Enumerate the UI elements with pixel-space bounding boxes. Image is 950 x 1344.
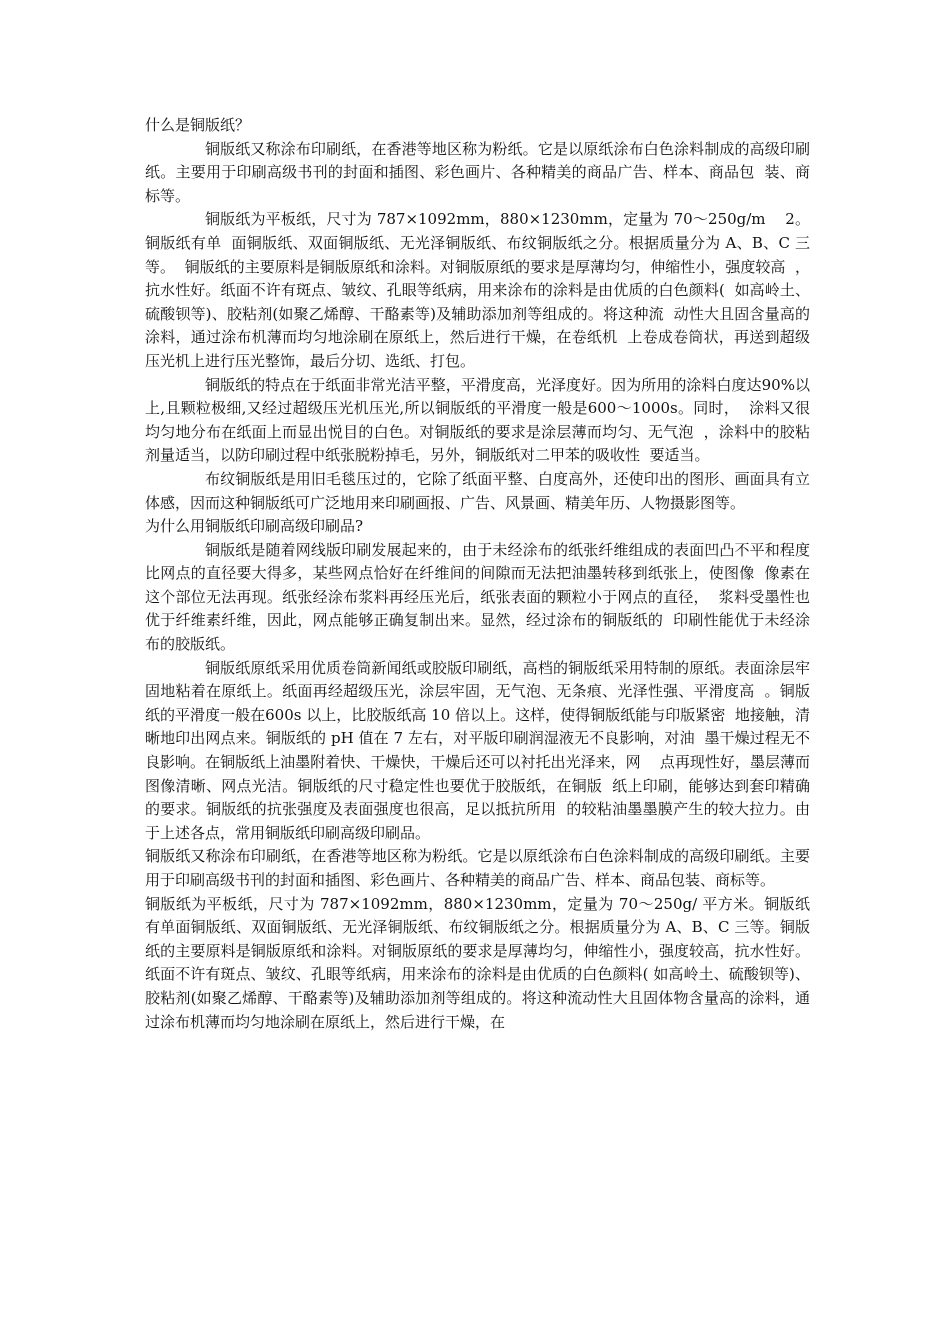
paragraph-specs-materials: 铜版纸为平板纸，尺寸为 787×1092mm，880×1230mm，定量为 70～250g/m 2。铜版纸有单 面铜版纸、双面铜版纸、无光泽铜版纸、布纹铜版纸之分。根据质量分为 A、B、C 三等。 铜版纸的主要原料是铜版原纸和涂料。对铜版原纸的要求是厚薄均匀，伸缩性小，强度较高 ，抗水性好。纸面不许有斑点、皱纹、孔眼等纸病，用来涂布的涂料是由优质的白色颜料( 如高岭土、硫酸钡等)、胶粘剂(如聚乙烯醇、干酪素等)及辅助添加剂等组成的。将这种流 动性大且固含量高的涂料，通过涂布机薄而均匀地涂刷在原纸上，然后进行干燥，在卷纸机 上卷成卷筒状，再送到超级压光机上进行压光整饰，最后分切、选纸、打包。 [145, 210, 810, 370]
section-heading-what-is: 什么是铜版纸？ [145, 116, 251, 134]
paragraph-definition: 铜版纸又称涂布印刷纸，在香港等地区称为粉纸。它是以原纸涂布白色涂料制成的高级印刷 纸。主要用于印刷高级书刊的封面和插图、彩色画片、各种精美的商品广告、样本、商品包 装、商标等。 [145, 139, 820, 205]
paragraph-base-paper-quality: 铜版纸原纸采用优质卷筒新闻纸或胶版印刷纸，高档的铜版纸采用特制的原纸。表面涂层牢 固地粘着在原纸上。纸面再经超级压光，涂层牢固，无气泡、无条痕、光泽性强、平滑度高 。铜版纸的平滑度一般在600s 以上，比胶版纸高 10 倍以上。这样，使得铜版纸能与印版紧密 地接触，清晰地印出网点来。铜版纸的 pH 值在 7 左右，对平版印刷润湿液无不良影响，对油 墨干燥过程无不良影响。在铜版纸上油墨附着快、干燥快，干燥后还可以衬托出光泽来，网 点再现性好，墨层薄而图像清晰、网点光洁。铜版纸的尺寸稳定性也要优于胶版纸，在铜版 纸上印刷，能够达到套印精确的要求。铜版纸的抗张强度及表面强度也很高，足以抵抗所用 的较粘油墨墨膜产生的较大拉力。由于上述各点，常用铜版纸印刷高级印刷品。 [145, 658, 820, 842]
section-heading-why-use: 为什么用铜版纸印刷高级印刷品? [145, 517, 364, 536]
paragraph-characteristics: 铜版纸的特点在于纸面非常光洁平整，平滑度高，光泽度好。因为所用的涂料白度达90%以 上,且颗粒极细,又经过超级压光机压光,所以铜版纸的平滑度一般是600～1000s。同时， 涂料又很均匀地分布在纸面上而显出悦目的白色。对铜版纸的要求是涂层薄而均匀、无气泡 ，涂料中的胶粘剂量适当，以防印刷过程中纸张脱粉掉毛，另外，铜版纸对二甲苯的吸收性 要适当。 [145, 375, 820, 465]
document-body [145, 114, 820, 1034]
paragraph-definition-repeat: 铜版纸又称涂布印刷纸，在香港等地区称为粉纸。它是以原纸涂布白色涂料制成的高级印刷纸。主要用于印刷高级书刊的封面和插图、彩色画片、各种精美的商品广告、样本、商品包装、商标等。 [145, 847, 810, 889]
paragraph-halftone-history: 铜版纸是随着网线版印刷发展起来的，由于未经涂布的纸张纤维组成的表面凹凸不平和程度 比网点的直径要大得多，某些网点恰好在纤维间的间隙而无法把油墨转移到纸张上，使图像 像素在这个部位无法再现。纸张经涂布浆料再经压光后，纸张表面的颗粒小于网点的直径， 浆料受墨性也优于纤维素纤维，因此，网点能够正确复制出来。显然，经过涂布的铜版纸的 印刷性能优于未经涂布的胶版纸。 [145, 540, 820, 654]
paragraph-textured-paper: 布纹铜版纸是用旧毛毯压过的，它除了纸面平整、白度高外，还使印出的图形、画面具有立 体感，因而这种铜版纸可广泛地用来印刷画报、广告、风景画、精美年历、人物摄影图等。 [145, 469, 820, 512]
paragraph-specs-repeat: 铜版纸为平板纸，尺寸为 787×1092mm，880×1230mm，定量为 70～250g/ 平方米。铜版纸有单面铜版纸、双面铜版纸、无光泽铜版纸、布纹铜版纸之分。根据质量分为 A、B、C 三等。铜版纸的主要原料是铜版原纸和涂料。对铜版原纸的要求是厚薄均匀，伸缩性小，强度较高，抗水性好。纸面不许有斑点、皱纹、孔眼等纸病，用来涂布的涂料是由优质的白色颜料( 如高岭土、硫酸钡等)、胶粘剂(如聚乙烯醇、干酪素等)及辅助添加剂等组成的。将这种流动性大且固体物含量高的涂料，通过涂布机薄而均匀地涂刷在原纸上，然后进行干燥，在 [145, 894, 810, 1031]
